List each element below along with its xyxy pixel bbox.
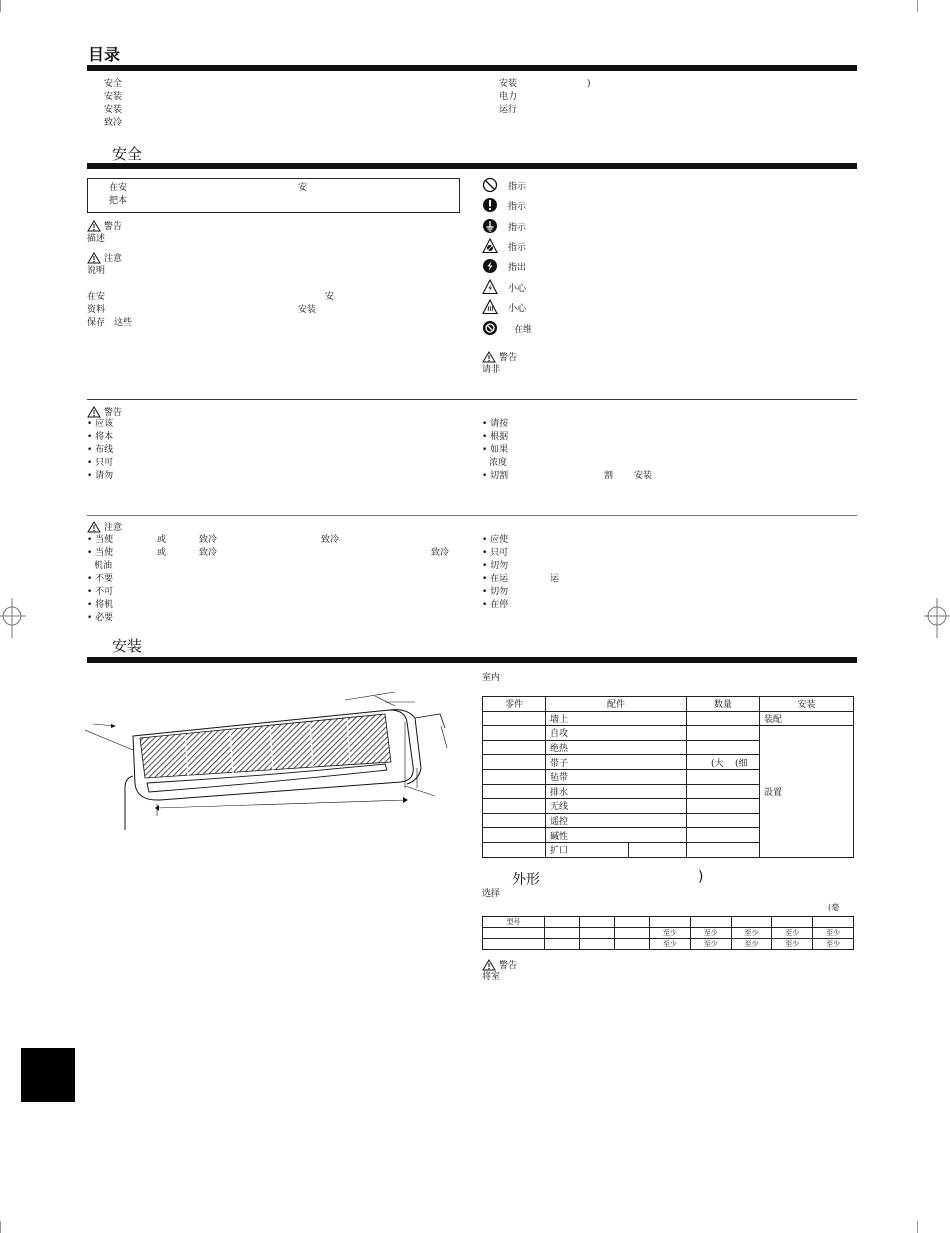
- install-warning-text: 将室: [482, 972, 501, 982]
- warning-desc: 描述: [87, 234, 106, 244]
- warning-list-heading: [87, 405, 122, 418]
- list-item: • 应该: [87, 419, 114, 429]
- list-item: • 切勿: [482, 587, 509, 597]
- table-cell: 遥控: [546, 813, 687, 828]
- warning-label: 警告: [104, 222, 123, 232]
- list-item: • 将机: [87, 600, 114, 610]
- caution-label: 注意: [104, 254, 123, 264]
- table-row: [483, 726, 854, 741]
- legend-row: [482, 320, 532, 336]
- safety-box-line1-end: 安: [298, 183, 308, 193]
- table-row: [483, 697, 854, 712]
- safety-title: 安全: [112, 145, 143, 163]
- list-item: • 在运 运: [482, 574, 560, 584]
- table-cell: (细: [735, 759, 748, 770]
- table-header: 数量: [687, 697, 760, 712]
- table-cell: 至少: [813, 939, 854, 950]
- legend-text: 指出: [508, 262, 527, 273]
- prohibition-icon: [482, 177, 498, 193]
- table-cell: 无线: [546, 799, 687, 814]
- table-cell: 墙上: [546, 711, 687, 726]
- caution-heading: [87, 251, 122, 264]
- caution-desc: 说明: [87, 266, 106, 276]
- warning-heading: [87, 219, 122, 232]
- legend-text: 指示: [508, 242, 527, 253]
- list-item: • 应使: [482, 535, 509, 545]
- install-warning-heading: [482, 958, 517, 971]
- toc-right-list: [499, 78, 517, 117]
- outline-title: 外形: [512, 872, 540, 888]
- table-row: [483, 939, 854, 950]
- legend-row: [482, 299, 526, 315]
- safety-notice-box: [87, 178, 460, 213]
- safety-para-1-end: 安: [325, 292, 335, 302]
- safety-para-3: 保存 这些: [87, 318, 133, 328]
- legend-row: [482, 279, 526, 295]
- table-cell: 至少: [690, 939, 731, 950]
- electric-shock-icon: [482, 279, 498, 295]
- caution-list-right: [482, 534, 682, 612]
- safety-rule: [87, 163, 857, 169]
- warning-label: 警告: [104, 408, 123, 418]
- registration-mark-left: [0, 598, 26, 638]
- outline-paren: ): [698, 869, 704, 885]
- hot-surface-icon: [482, 299, 498, 315]
- toc-item[interactable]: 运行: [499, 105, 518, 115]
- table-cell: 至少: [772, 939, 813, 950]
- table-cell: 至少: [650, 928, 691, 939]
- list-item: • 请按: [482, 419, 509, 429]
- table-header: 零件: [483, 697, 546, 712]
- ground-icon: [482, 218, 498, 234]
- registration-mark-right: [924, 598, 950, 638]
- table-cell: 至少: [690, 928, 731, 939]
- safety-box-line1: 在安: [109, 183, 128, 193]
- table-cell: 自攻: [546, 726, 687, 741]
- list-item: • 切割 割 安装: [482, 471, 653, 481]
- legend-row: [482, 218, 526, 234]
- legend-row: [482, 177, 526, 193]
- table-cell: 至少: [772, 928, 813, 939]
- safety-box-line2: 把本: [109, 196, 128, 206]
- toc-item[interactable]: 安装: [104, 92, 123, 102]
- caution-list-left: [87, 534, 457, 625]
- maintenance-icon: [482, 320, 498, 336]
- list-item: • 如果: [482, 445, 509, 455]
- warning-list-left: [87, 418, 113, 483]
- warning-triangle-icon: [87, 406, 101, 418]
- caution-label: 注意: [104, 523, 123, 533]
- list-item: • 根据: [482, 432, 509, 442]
- table-cell: 扩口: [550, 846, 569, 857]
- list-item: • 不要: [87, 574, 114, 584]
- list-item: • 将本: [87, 432, 114, 442]
- toc-rule: [87, 65, 857, 71]
- table-row: [483, 917, 854, 928]
- legend-row: [482, 197, 526, 213]
- caution-triangle-icon: [87, 252, 101, 264]
- select-label: 选择: [482, 889, 501, 899]
- toc-item[interactable]: 安装: [104, 105, 123, 115]
- table-cell: 設置: [760, 726, 854, 857]
- table-cell: 至少: [731, 928, 772, 939]
- install-rule: [87, 657, 857, 663]
- legend-text: 小心: [508, 283, 527, 294]
- toc-left-list: [104, 78, 122, 130]
- legend-row: [482, 238, 526, 254]
- warning-triangle-icon: [482, 959, 496, 971]
- legend-row: [482, 258, 526, 274]
- table-header: 配件: [546, 697, 687, 712]
- language-tab: [21, 1048, 75, 1102]
- right-warning-heading: [482, 350, 517, 363]
- table-row: [483, 711, 854, 726]
- list-item: • 布线: [87, 445, 114, 455]
- toc-item[interactable]: 电力: [499, 92, 518, 102]
- list-item: • 只可: [482, 548, 509, 558]
- toc-paren: ): [587, 79, 591, 89]
- safety-para-1: 在安: [87, 292, 106, 302]
- table-cell: 碱性: [546, 828, 687, 843]
- parts-table: [482, 696, 854, 858]
- warning-triangle-icon: [482, 351, 496, 363]
- table-cell: 带子: [546, 755, 687, 770]
- table-header: 型号: [483, 917, 545, 928]
- right-warning-text: 请非: [482, 365, 501, 375]
- safety-para-2: 资料: [87, 305, 106, 315]
- table-header: 安装: [760, 697, 854, 712]
- warning-triangle-icon: [87, 220, 101, 232]
- list-item: • 必要: [87, 613, 114, 623]
- toc-item[interactable]: 安装: [499, 79, 518, 89]
- legend-text: 指示: [508, 222, 527, 233]
- legend-text: 小心: [508, 303, 527, 314]
- table-cell: (大: [711, 759, 724, 770]
- warning-divider: [87, 399, 857, 400]
- list-item: • 当使 或 致冷 致冷: [87, 535, 340, 545]
- list-item: 浓度: [489, 458, 508, 468]
- indoor-unit-diagram: [85, 688, 460, 833]
- caution-triangle-icon: [87, 521, 101, 533]
- unit-label: (毫: [828, 903, 840, 912]
- legend-text: 指示: [508, 201, 527, 212]
- rotating-fan-icon: [482, 238, 498, 254]
- mandatory-icon: [482, 197, 498, 213]
- caution-list-heading: [87, 520, 122, 533]
- toc-item[interactable]: 致冷: [104, 118, 123, 128]
- warning-list-right: [482, 418, 682, 483]
- toc-item[interactable]: 安全: [104, 79, 123, 89]
- electric-hazard-icon: [482, 258, 498, 274]
- table-cell: 至少: [813, 928, 854, 939]
- list-item: 机油: [94, 561, 113, 571]
- safety-para-2-end: 安装: [298, 305, 317, 315]
- table-cell: 绝热: [546, 740, 687, 755]
- clearance-table: [482, 916, 854, 950]
- table-cell: 至少: [731, 939, 772, 950]
- table-cell: 毡带: [546, 769, 687, 784]
- table-cell: 排水: [546, 784, 687, 799]
- toc-title: 目录: [88, 45, 121, 64]
- legend-text: 在维: [514, 324, 533, 335]
- list-item: • 切勿: [482, 561, 509, 571]
- list-item: • 不可: [87, 587, 114, 597]
- table-cell: 至少: [650, 939, 691, 950]
- warning-label: 警告: [499, 353, 518, 363]
- list-item: • 只可: [87, 458, 114, 468]
- caution-divider: [87, 515, 857, 516]
- legend-text: 指示: [508, 181, 527, 192]
- indoor-label: 室内: [482, 673, 501, 683]
- list-item: • 当使 或 致冷 致冷: [87, 548, 450, 558]
- list-item: • 请勿: [87, 471, 114, 481]
- list-item: • 在停: [482, 600, 509, 610]
- install-title: 安装: [112, 637, 143, 655]
- warning-label: 警告: [499, 961, 518, 971]
- table-row: [483, 928, 854, 939]
- table-cell: 装配: [760, 711, 854, 726]
